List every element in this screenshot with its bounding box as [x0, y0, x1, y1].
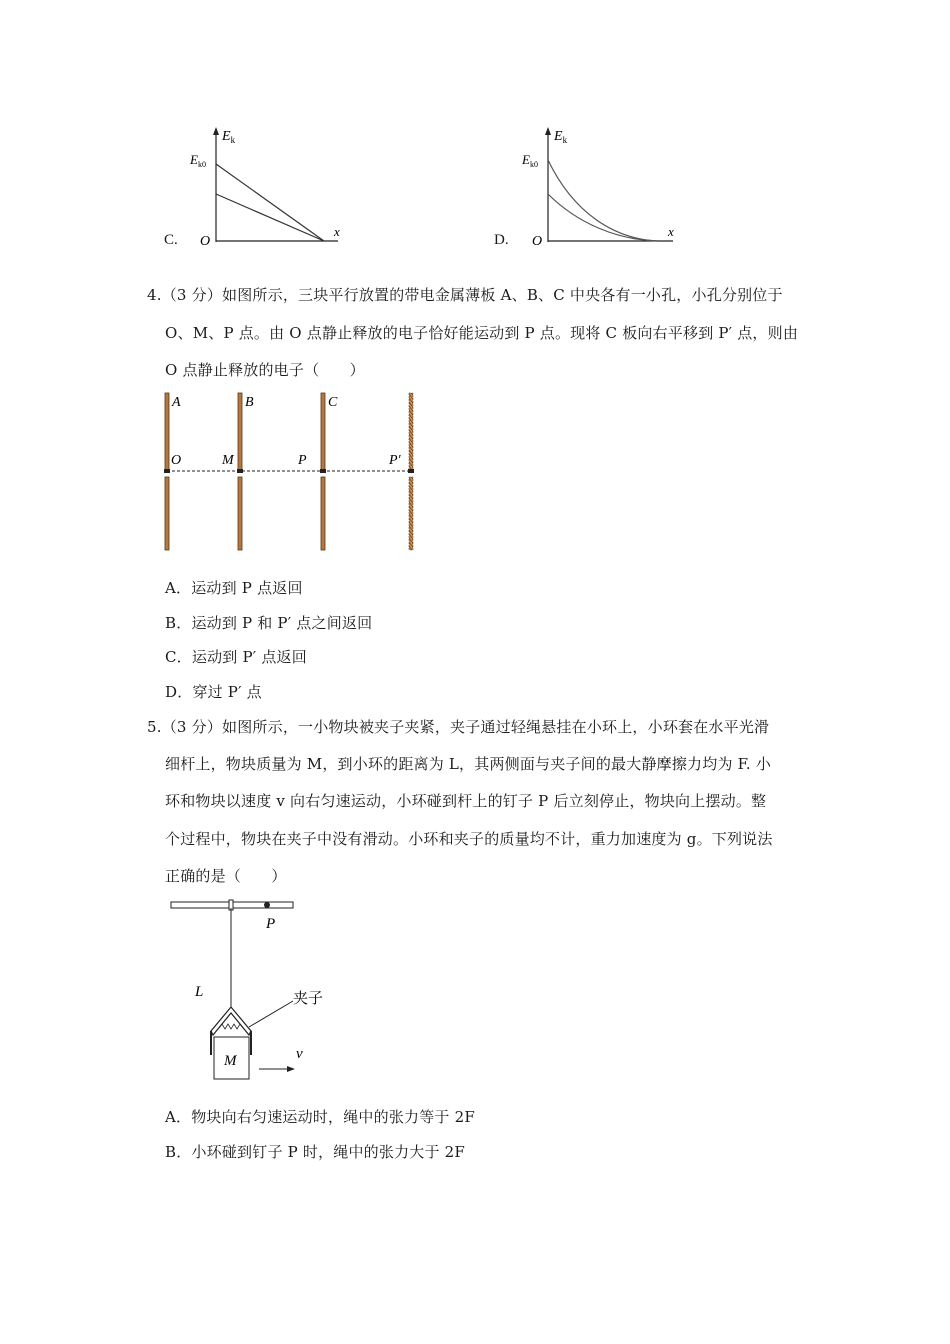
clip-outline — [211, 1007, 251, 1035]
q4-line-1 — [147, 285, 783, 305]
q4-score: （3 分） — [161, 286, 223, 304]
q5-line-2: 细杆上，物块质量为 M，到小环的距离为 L，其两侧面与夹子间的最大静摩擦力均为 F. 小 — [165, 755, 772, 773]
option-label: B． — [165, 614, 192, 632]
option-text: 运动到 P 和 P′ 点之间返回 — [191, 614, 373, 632]
origin-label: O — [200, 234, 211, 249]
y-axis-label: $E_k$ — [222, 129, 236, 145]
q4-figure-plates — [160, 390, 420, 555]
option-label: A． — [165, 579, 192, 597]
origin-label: O — [532, 234, 543, 249]
clip-pointer — [249, 1001, 293, 1027]
q5-line-1 — [147, 717, 769, 737]
point-label-p-prime: P′ — [389, 453, 401, 468]
plate-label-c: C — [328, 395, 338, 410]
y-axis-arrow — [213, 127, 219, 135]
plate-c-top — [321, 393, 325, 471]
y-axis-arrow — [545, 127, 551, 135]
graph-option-d — [494, 124, 694, 254]
point-label-p: P — [298, 453, 307, 468]
option-text: 运动到 P 点返回 — [191, 579, 303, 597]
x-axis-label: x — [334, 224, 340, 239]
line-upper — [216, 164, 324, 241]
q5-number: 5. — [147, 718, 162, 736]
y-tick-label: $E_{k0}$ — [522, 152, 538, 169]
option-text: 小环碰到钉子 P 时，绳中的张力大于 2F — [191, 1143, 465, 1161]
point-label-o: O — [171, 453, 182, 468]
plate-label-b: B — [245, 395, 254, 410]
q5-figure-pendulum — [165, 895, 345, 1085]
y-axis-label: $E_k$ — [554, 129, 568, 145]
x-axis-label: x — [668, 224, 674, 239]
line-lower — [216, 194, 324, 241]
plate-a-top — [165, 393, 169, 471]
q5-option-a — [165, 1107, 475, 1127]
q4-text-1: 如图所示，三块平行放置的带电金属薄板 A、B、C 中央各有一小孔，小孔分别位于 — [222, 286, 783, 304]
option-label: C． — [165, 648, 192, 666]
plate-c-bottom — [321, 477, 325, 550]
graph-d-svg — [518, 124, 694, 254]
q4-option-b — [165, 613, 372, 633]
clip-label: 夹子 — [293, 991, 324, 1007]
q5-line-4: 个过程中，物块在夹子中没有滑动。小环和夹子的质量均不计，重力加速度为 g。下列说法 — [165, 830, 773, 848]
y-tick-label: $E_{k0}$ — [190, 152, 206, 169]
graph-option-c — [164, 124, 364, 254]
option-label: D． — [165, 683, 193, 701]
plate-a-bottom — [165, 477, 169, 550]
option-label: B． — [165, 1143, 192, 1161]
q4-line-2: O、M、P 点。由 O 点静止释放的电子恰好能运动到 P 点。现将 C 板向右平移到 P′ 点，则由 — [165, 324, 799, 342]
option-label: C. — [164, 232, 178, 248]
option-text: 运动到 P′ 点返回 — [191, 648, 307, 666]
q4-option-c — [165, 647, 307, 667]
hole-o — [164, 469, 170, 473]
q5-score: （3 分） — [161, 718, 223, 736]
q4-number: 4. — [147, 286, 162, 304]
q5-text-1: 如图所示，一小物块被夹子夹紧，夹子通过轻绳悬挂在小环上，小环套在水平光滑 — [222, 718, 770, 736]
q4-line-3: O 点静止释放的电子（ ） — [165, 361, 365, 379]
option-text: 穿过 P′ 点 — [192, 683, 262, 701]
curve-lower — [548, 194, 658, 241]
q5-option-b — [165, 1142, 465, 1162]
velocity-arrowhead — [287, 1066, 295, 1072]
hole-p — [320, 469, 326, 473]
option-text: 物块向右匀速运动时，绳中的张力等于 2F — [191, 1108, 475, 1126]
velocity-label: v — [296, 1046, 303, 1062]
point-label-m: M — [222, 453, 234, 468]
option-label: D. — [494, 232, 509, 248]
hole-p-prime — [408, 469, 414, 473]
nail-p — [264, 902, 270, 908]
q4-option-a — [165, 578, 303, 598]
plate-label-a: A — [172, 395, 181, 410]
plate-c-moved-top — [409, 393, 413, 471]
plate-b-bottom — [238, 477, 242, 550]
clip-spring — [219, 1024, 243, 1029]
length-label: L — [195, 984, 204, 1000]
nail-label: P — [266, 916, 276, 932]
option-label: A． — [165, 1108, 192, 1126]
mass-label: M — [224, 1053, 237, 1069]
q5-line-5: 正确的是（ ） — [165, 867, 287, 885]
q5-line-3: 环和物块以速度 v 向右匀速运动，小环碰到杆上的钉子 P 后立刻停止，物块向上摆动。整 — [165, 792, 767, 810]
curve-upper — [548, 160, 658, 241]
plate-b-top — [238, 393, 242, 471]
q4-option-d — [165, 682, 262, 702]
graph-c-svg — [188, 124, 364, 254]
hole-m — [237, 469, 243, 473]
plate-c-moved-bottom — [409, 477, 413, 550]
